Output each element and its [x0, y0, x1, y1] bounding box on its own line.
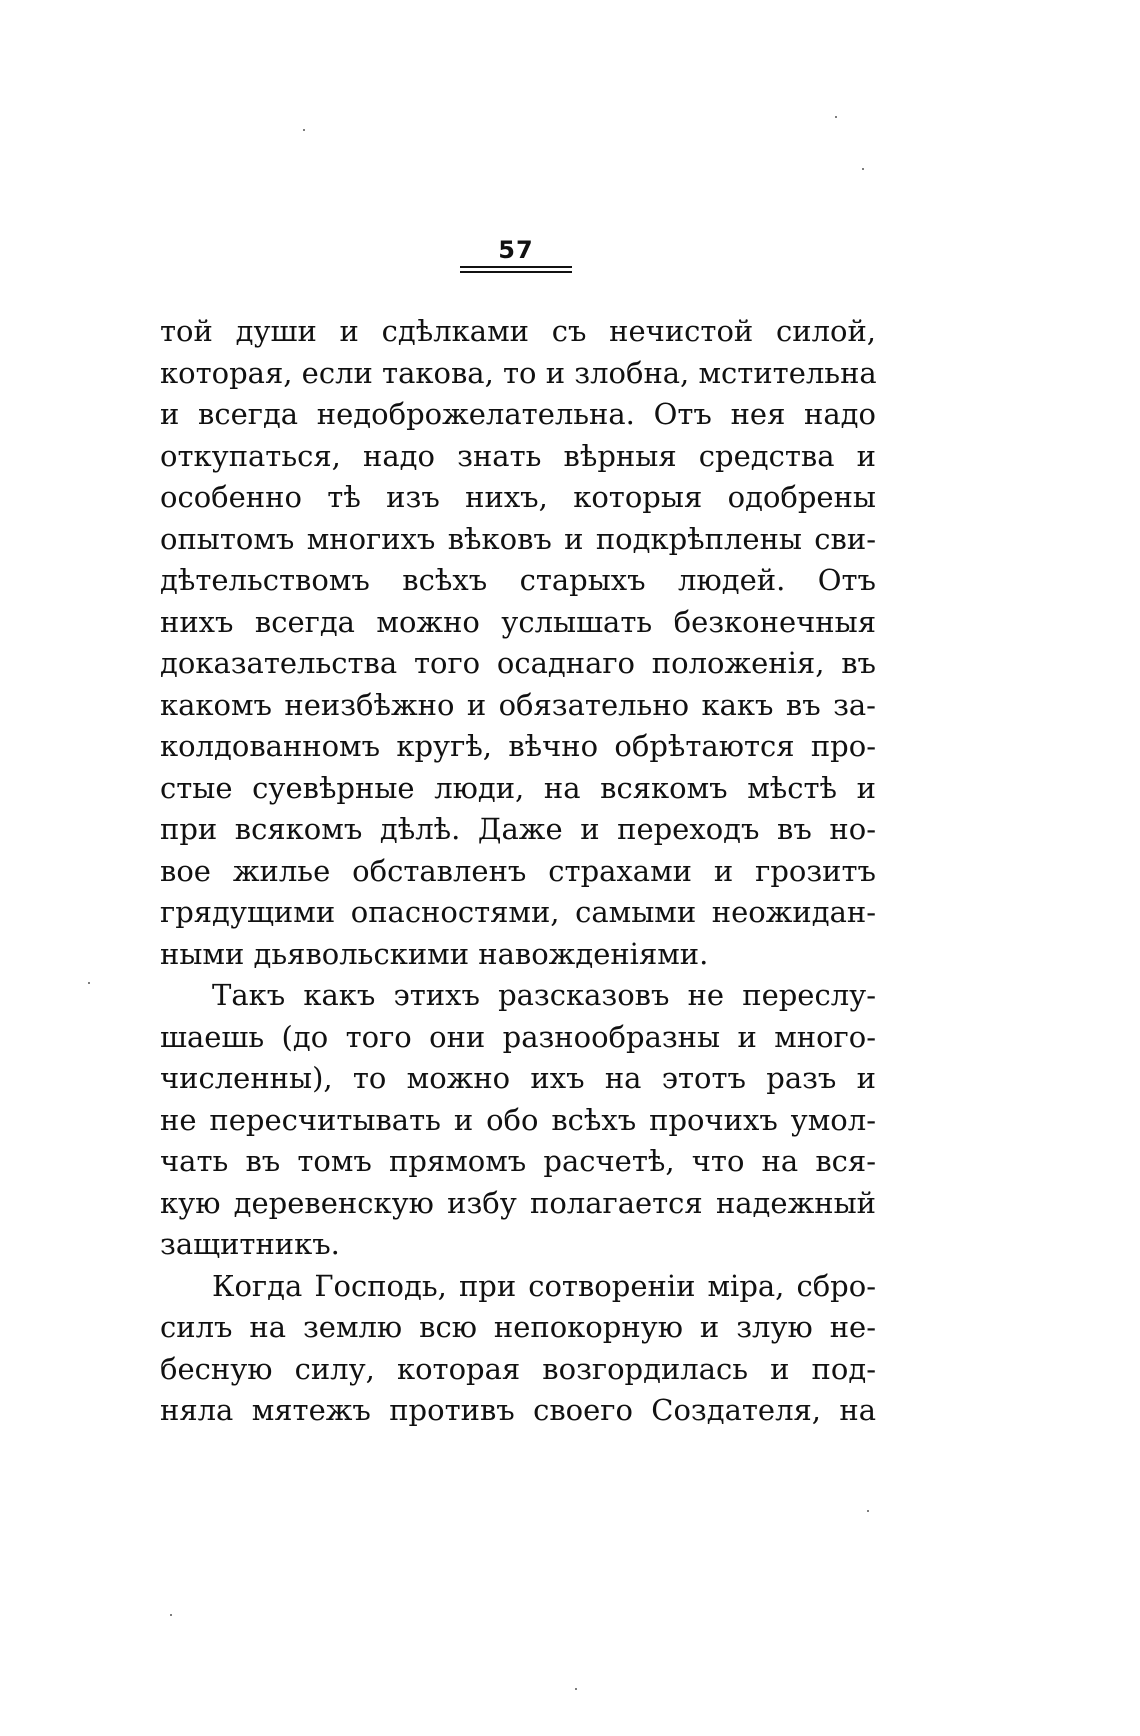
text-line: и всегда недоброжелательна. Отъ нея надо: [160, 397, 876, 431]
scan-speck: [575, 1688, 577, 1690]
text-line: силъ на землю всю непокорную и злую не-: [160, 1310, 876, 1344]
text-line: при всякомъ дѣлѣ. Даже и переходъ въ но-: [160, 812, 876, 846]
text-line: шаешь (до того они разнообразны и много-: [160, 1019, 876, 1054]
text-line: Такъ какъ этихъ разсказовъ не переслу-: [212, 978, 876, 1012]
text-line: бесную силу, которая возгордилась и под-: [160, 1351, 876, 1386]
text-line: которая, если такова, то и злобна, мстительна: [160, 355, 877, 390]
scan-speck: [303, 129, 305, 131]
text-line: грядущими опасностями, самыми неожидан-: [160, 895, 876, 929]
scan-speck: [170, 1614, 172, 1616]
text-line: откупаться, надо знать вѣрныя средства и: [160, 438, 876, 473]
text-line: стые суевѣрные люди, на всякомъ мѣстѣ и: [160, 770, 876, 805]
text-line: не пересчитывать и обо всѣхъ прочихъ умол-: [160, 1102, 876, 1137]
text-line: опытомъ многихъ вѣковъ и подкрѣплены сви-: [160, 521, 876, 556]
text-line: численны), то можно ихъ на этотъ разъ и: [160, 1061, 876, 1095]
text-line: той души и сдѣлками съ нечистой силой,: [160, 314, 876, 348]
text-line: нихъ всегда можно услышать безконечныя: [160, 604, 876, 639]
text-line: няла мятежъ противъ своего Создателя, на: [160, 1393, 876, 1427]
scan-speck: [862, 168, 864, 170]
header-double-rule: [460, 266, 572, 273]
text-line: чать въ томъ прямомъ расчетѣ, что на вся-: [160, 1144, 876, 1178]
text-line: кую деревенскую избу полагается надежный: [160, 1185, 876, 1220]
text-line: какомъ неизбѣжно и обязательно какъ въ за-: [160, 687, 876, 722]
page-header: [460, 236, 572, 273]
text-line: дѣтельствомъ всѣхъ старыхъ людей. Отъ: [160, 563, 876, 597]
text-line: Когда Господь, при сотвореніи міра, сбро-: [212, 1268, 876, 1303]
scan-speck: [835, 116, 837, 118]
page-number: 57: [498, 236, 534, 264]
text-line: вое жилье обставленъ страхами и грозитъ: [160, 853, 876, 888]
text-line: защитникъ.: [160, 1227, 340, 1261]
text-line: доказательства того осаднаго положенія, въ: [160, 646, 876, 680]
scan-speck: [88, 982, 90, 984]
scan-speck: [867, 1510, 869, 1512]
text-line: особенно тѣ изъ нихъ, которыя одобрены: [160, 480, 876, 514]
body-text: [160, 311, 876, 1432]
text-line: колдованномъ кругѣ, вѣчно обрѣтаются про-: [160, 729, 876, 763]
text-line: ными дьявольскими навожденіями.: [160, 936, 709, 971]
